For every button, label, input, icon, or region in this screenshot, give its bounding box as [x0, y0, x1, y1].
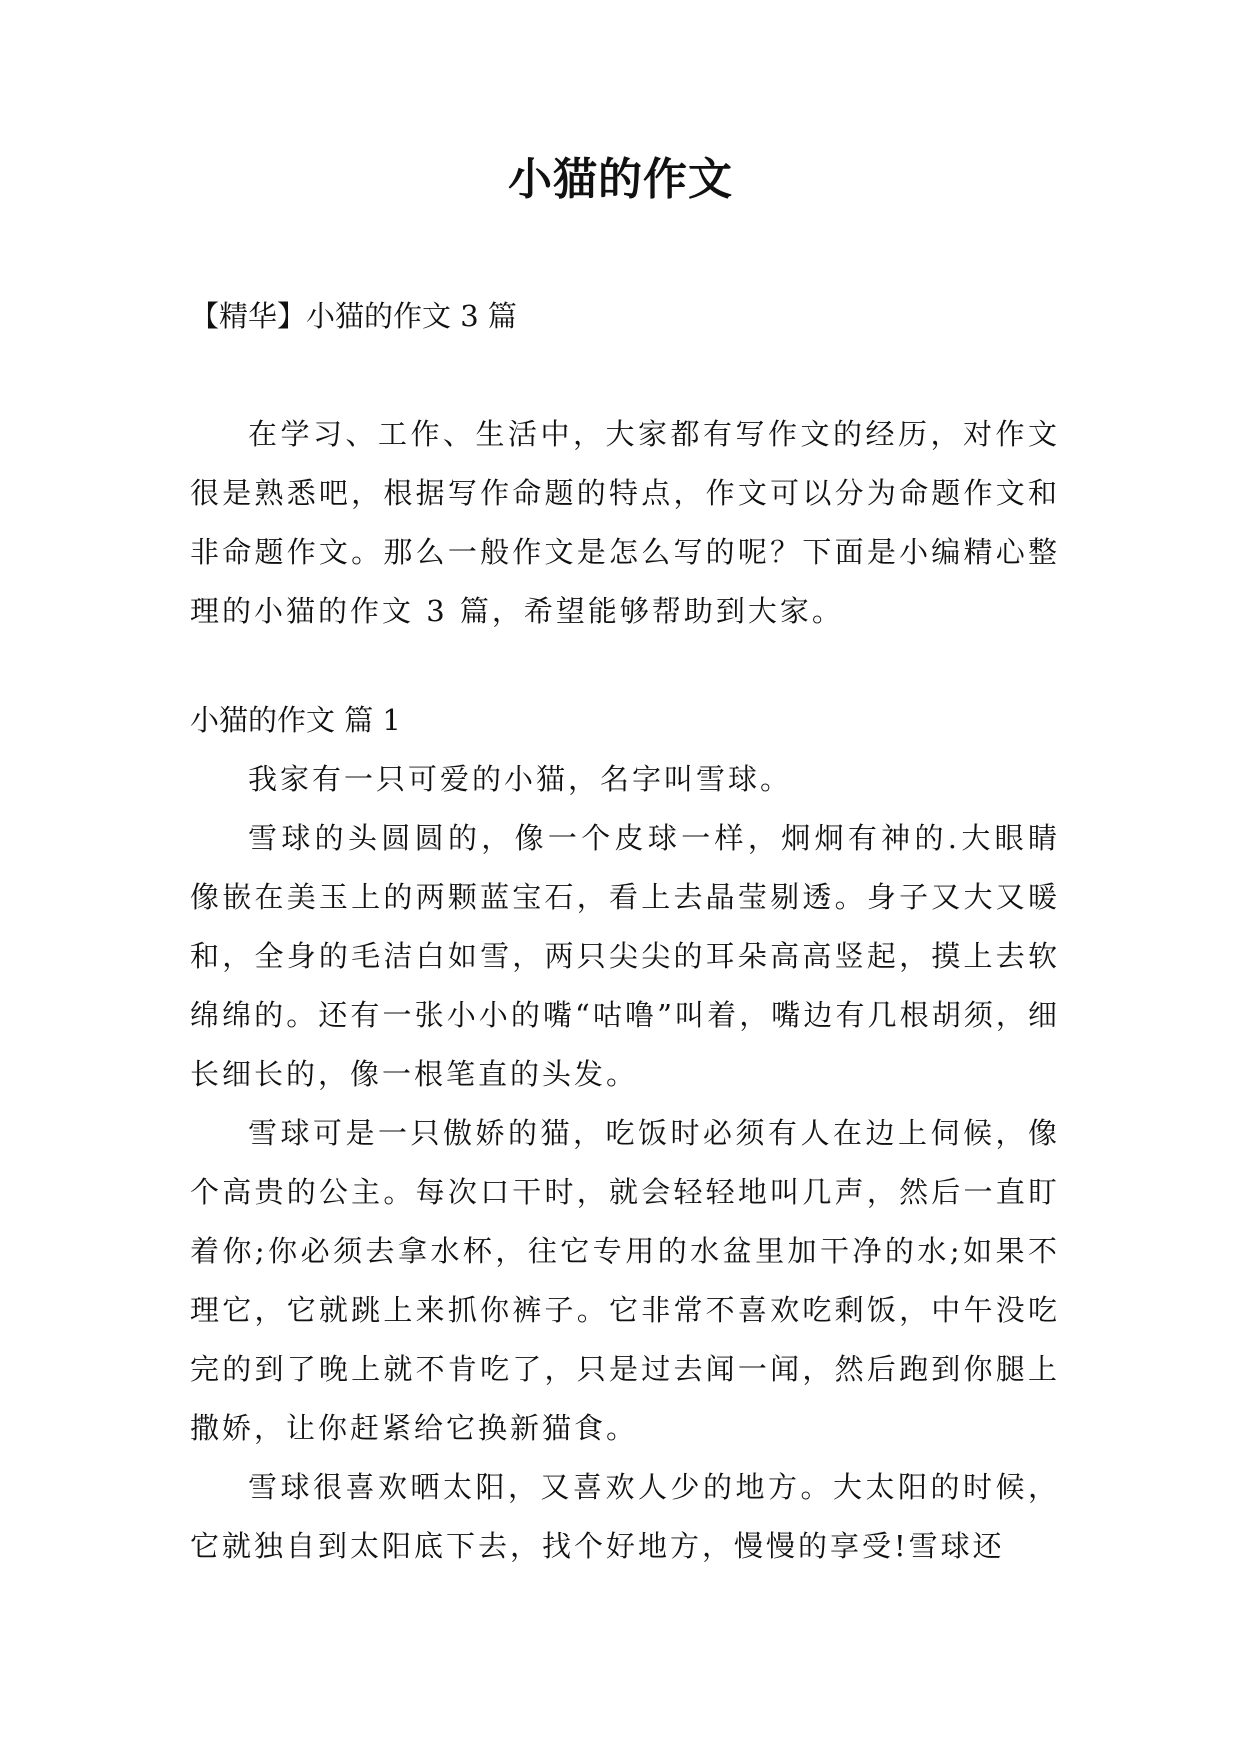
intro-section — [190, 405, 1060, 641]
essay-paragraph: 雪球可是一只傲娇的猫，吃饭时必须有人在边上伺候，像个高贵的公主。每次口干时，就会轻轻地叫几声，然后一直盯着你;你必须去拿水杯，往它专用的水盆里加干净的水;如果不理它，它就跳上来抓你裤子。它非常不喜欢吃剩饭，中午没吃完的到了晚上就不肯吃了，只是过去闻一闻，然后跑到你腿上撒娇，让你赶紧给它换新猫食。 — [190, 1116, 1060, 1445]
essay-paragraph: 雪球的头圆圆的，像一个皮球一样，炯炯有神的.大眼睛像嵌在美玉上的两颗蓝宝石，看上去晶莹剔透。身子又大又暖和，全身的毛洁白如雪，两只尖尖的耳朵高高竖起，摸上去软绵绵的。还有一张小小的嘴“咕噜”叫着，嘴边有几根胡须，细长细长的，像一根笔直的头发。 — [190, 821, 1060, 1091]
section-heading: 小猫的作文 篇 1 — [190, 703, 401, 737]
document-title: 小猫的作文 — [508, 154, 733, 205]
essay-paragraph: 雪球很喜欢晒太阳，又喜欢人少的地方。大太阳的时候，它就独自到太阳底下去，找个好地方，慢慢的享受!雪球还 — [190, 1470, 1060, 1563]
intro-paragraph: 在学习、工作、生活中，大家都有写作文的经历，对作文很是熟悉吧，根据写作命题的特点，作文可以分为命题作文和非命题作文。那么一般作文是怎么写的呢？下面是小编精心整理的小猫的作文 3 篇，希望能够帮助到大家。 — [190, 417, 1060, 628]
essay-body — [190, 750, 1060, 1576]
essay-paragraph: 我家有一只可爱的小猫，名字叫雪球。 — [248, 762, 793, 796]
document-subtitle: 【精华】小猫的作文 3 篇 — [190, 299, 517, 333]
